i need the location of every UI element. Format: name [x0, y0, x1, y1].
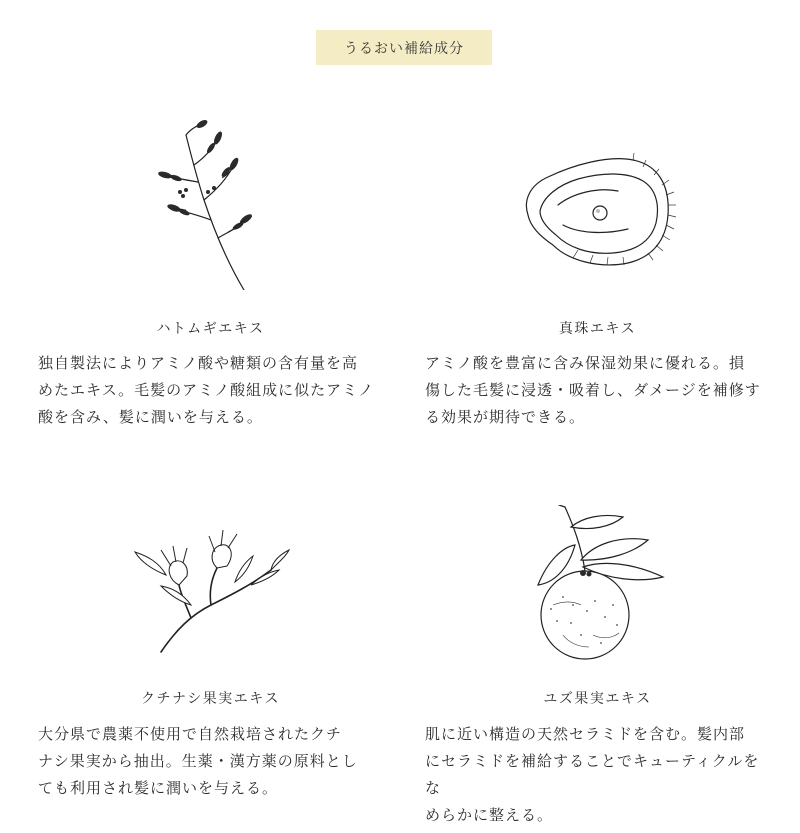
pearl-illustration [425, 120, 770, 290]
ingredient-title: ユズ果実エキス [543, 691, 652, 707]
section-title: うるおい補給成分 [344, 40, 464, 57]
ingredient-description: アミノ酸を豊富に含み保湿効果に優れる。損 傷した毛髪に浸透・吸着し、ダメージを補修す る効果が期待できる。 [425, 354, 761, 426]
yuzu-illustration [425, 505, 770, 675]
ingredient-title: クチナシ果実エキス [141, 691, 280, 707]
hatomugi-illustration [38, 120, 383, 290]
ingredient-description: 肌に近い構造の天然セラミドを含む。髪内部 にセラミドを補給することでキューティクルをな めらかに整える。 [425, 725, 760, 824]
ingredient-title: 真珠エキス [558, 321, 637, 337]
gardenia-branch-icon [131, 510, 291, 655]
ingredient-description: 独自製法によりアミノ酸や糖類の含有量を高 めたエキス。毛髪のアミノ酸組成に似たアミノ 酸を含み、髪に潤いを与える。 [38, 354, 375, 426]
ingredient-description: 大分県で農薬不使用で自然栽培されたクチ ナシ果実から抽出。生薬・漢方薬の原料とし ても利用され髪に潤いを与える。 [38, 725, 358, 797]
section-title-badge [316, 30, 492, 65]
gardenia-illustration [38, 505, 383, 675]
ingredient-title: ハトムギエキス [156, 321, 265, 337]
yuzu-fruit-icon [523, 505, 673, 665]
pearl-oyster-icon [518, 145, 678, 275]
hatomugi-plant-icon [156, 120, 266, 290]
